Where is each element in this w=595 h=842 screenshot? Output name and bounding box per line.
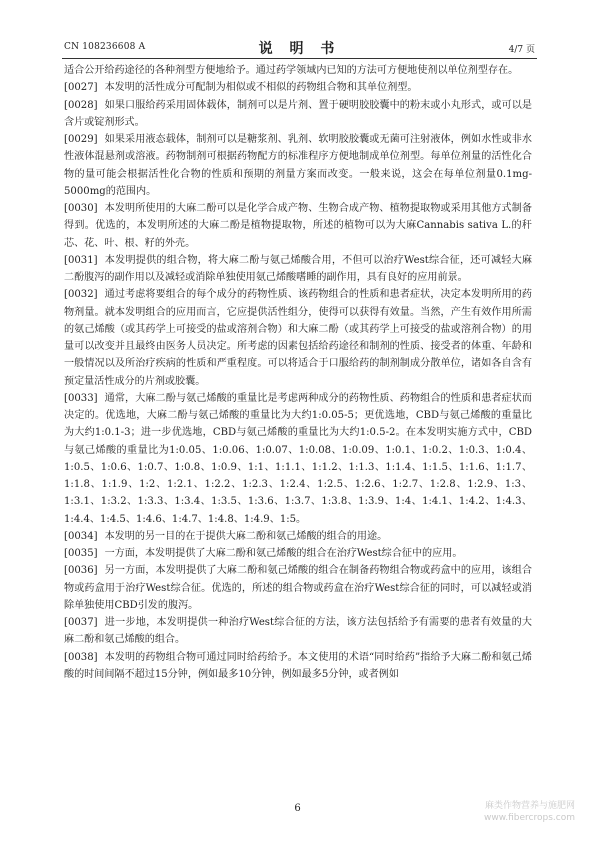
page-header [64,38,535,56]
page-number: 6 [294,803,301,814]
paragraph-text: 通过考虑将要组合的每个成分的药物性质、该药物组合的性质和患者症状，决定本发明所用的药物剂量。就本发明组合的应用而言，它应提供活性组分，使得可以获得有效量。当然，产生有效作用所需的氨己烯酸（或其药学上可接受的盐或溶剂合物）和大麻二酚（或其药学上可接受的盐或溶剂合物）的用量可以改变并且最终由医务人员决定。所考虑的因素包括给药途径和制剂的性质、接受者的体重、年龄和一般情况以及所治疗疾病的性质和严重程度。可以将适合于口服给药的制剂制成分散单位，诸如各自含有预定量活性成分的片剂或胶囊。 [64,289,532,387]
watermark-line-1: 麻类作物营养与施肥网 [484,801,575,811]
site-watermark [484,800,575,824]
paragraph [64,252,532,287]
paragraph-text: 本发明的药物组合物可通过同时给药给予。本文使用的术语“同时给药”指给予大麻二酚和氨己烯酸的时间间隔不超过15分钟，例如最多10分钟，例如最多5分钟，或者例如 [64,651,532,680]
paragraph-text: 进一步地，本发明提供一种治疗West综合征的方法，该方法包括给予有需要的患者有效量的大麻二酚和氨己烯酸的组合。 [64,617,532,646]
paragraph-number: [0030] [64,203,98,214]
paragraph [64,286,532,390]
paragraph-text: 适合公开给药途径的各种剂型方便地给予。通过药学领域内已知的方法可方便地使剂以单位剂型存在。 [64,65,519,76]
paragraph-number: [0034] [64,530,98,542]
watermark-line-2: www.fibercrops.com [484,813,575,823]
paragraph-text: 一方面，本发明提供了大麻二酚和氨己烯酸的组合在治疗West综合征中的应用。 [104,548,463,559]
paragraph [64,79,532,96]
paragraph-number: [0033] [64,392,98,404]
paragraph-text: 本发明的另一目的在于提供大麻二酚和氨己烯酸的组合的用途。 [104,530,388,542]
page-indicator: 4/7 页 [508,45,535,55]
paragraph [64,649,532,684]
paragraph [64,97,532,132]
paragraph-number: [0037] [64,617,98,628]
paragraph-number: [0036] [64,565,98,577]
paragraph-number: [0032] [64,289,98,301]
paragraph-number: [0031] [64,254,98,266]
paragraph-text: 本发明提供的组合物，将大麻二酚与氨己烯酸合用，不但可以治疗West综合征，还可减轻大麻二酚腹泻的副作用以及减轻或消除单独使用氨己烯酸嗜睡的副作用，具有良好的应用前景。 [64,254,532,283]
paragraph-text: 本发明所使用的大麻二酚可以是化学合成产物、生物合成产物、植物提取物或采用其他方式制备得到。优选的，本发明所述的大麻二酚是植物提取物，所述的植物可以为大麻Cannabis sativa L.的秆芯、花、叶、根、籽的外壳。 [64,203,532,249]
paragraph [64,562,532,614]
patent-number: CN 108236608 A [64,42,146,52]
paragraph-text: 另一方面，本发明提供了大麻二酚和氨己烯酸的组合在制备药物组合物或药盒中的应用，该组合物或药盒用于治疗West综合征。优选的，所述的组合物或药盒在治疗West综合征的同时，可以减轻或消除单独使用CBD引发的腹泻。 [64,565,532,611]
paragraph [64,131,532,200]
paragraph-number: [0027] [64,82,98,94]
paragraph [64,528,532,545]
paragraph-number: [0029] [64,134,98,145]
document-body [64,62,532,683]
paragraph-number: [0028] [64,99,98,111]
paragraph [64,545,532,562]
paragraph [64,390,532,528]
header-rule [62,58,537,59]
paragraph-text: 如果口服给药采用固体载体，制剂可以是片剂、置于硬明胶胶囊中的粉末或小丸形式，或可以是含片或锭剂形式。 [64,99,532,128]
paragraph-text: 如果采用液态载体，制剂可以是糖浆剂、乳剂、软明胶胶囊或无菌可注射液体，例如水性或非水性液体混悬剂或溶液。药物制剂可根据药物配方的标准程序方便地制成单位剂型。每单位剂量的活性化合物的量可能会根据活性化合物的性质和预期的剂量方案而改变。一般来说，这会在每单位剂量0.1mg-5000mg的范围内。 [64,134,532,197]
paragraph-number: [0038] [64,651,98,663]
paragraph [64,200,532,252]
paragraph-number: [0035] [64,548,98,559]
paragraph [64,62,532,79]
paragraph-text: 通常，大麻二酚与氨己烯酸的重量比是考虑两种成分的药物性质、药物组合的性质和患者症状而决定的。优选地，大麻二酚与氨己烯酸的重量比为大约1:0.05-5；更优选地，CBD与氨己烯酸的重量比为大约1:0.1-3；进一步优选地，CBD与氨己烯酸的重量比为大约1:0.5-2。在本发明实施方式中，CBD与氨己烯酸的重量比为1:0.05、1:0.06、1:0.07、1:0.08、1:0.09、1:0.1、1:0.2、1:0.3、1:0.4、1:0.5、1:0.6、1:0.7、1:0.8、1:0.9、1:1、1:1.1、1:1.2、1:1.3、1:1.4、1:1.5、1:1.6、1:1.7、1:1.8、1:1.9、1:2、1:2.1、1:2.2、1:2.3、1:2.4、1:2.5、1:2.6、1:2.7、1:2.8、1:2.9、1:3、1:3.1、1:3.2、1:3.3、1:3.4、1:3.5、1:3.6、1:3.7、1:3.8、1:3.9、1:4、1:4.1、1:4.2、1:4.3、1:4.4、1:4.5、1:4.6、1:4.7、1:4.8、1:4.9、1:5。 [64,392,532,525]
document-title: 说 明 书 [258,41,341,57]
paragraph [64,614,532,649]
paragraph-text: 本发明的活性成分可配制为相似或不相似的药物组合物和其单位剂型。 [104,82,418,94]
